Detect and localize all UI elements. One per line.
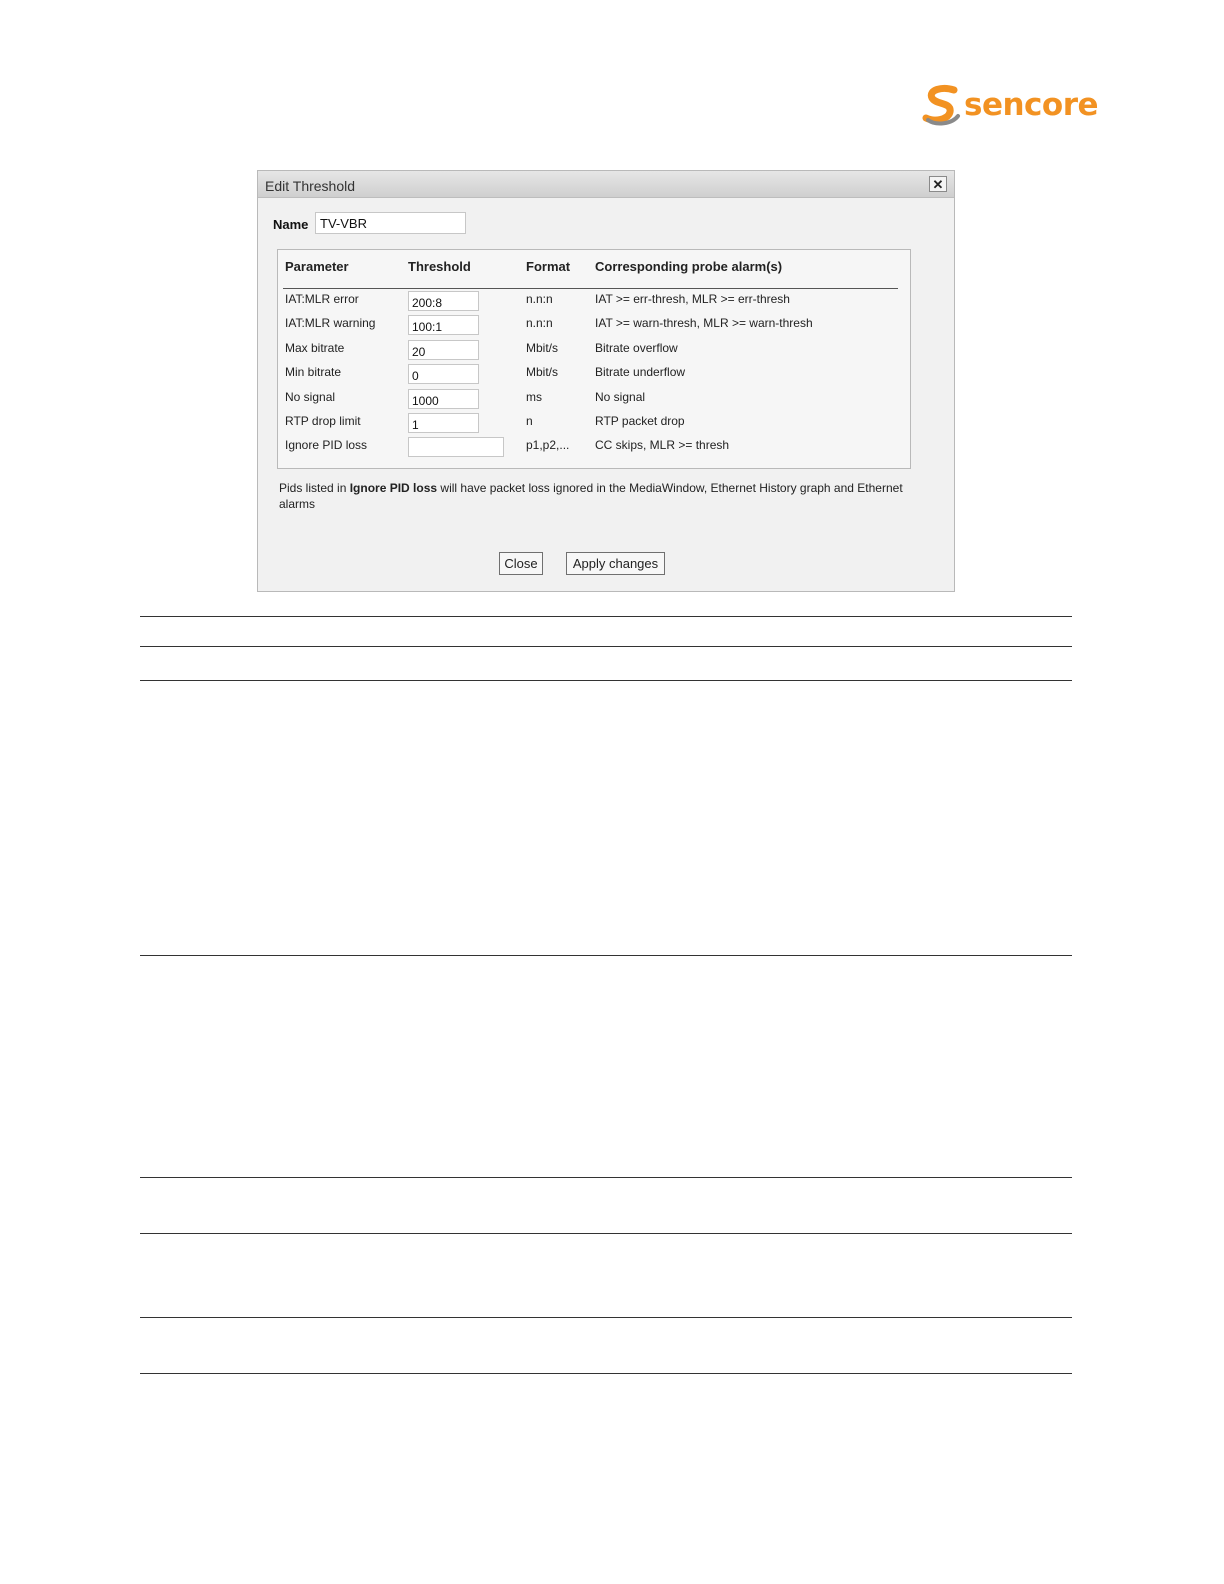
param-label: IAT:MLR warning [285,316,376,330]
close-button[interactable]: Close [499,552,543,575]
table-row [278,386,910,410]
table-rule [140,1177,1072,1178]
param-label: Ignore PID loss [285,438,368,452]
threshold-input[interactable] [408,315,479,335]
format-label: Mbit/s [526,365,559,379]
alarm-label: No signal [595,390,646,404]
table-row [278,434,910,458]
alarm-label: IAT >= err-thresh, MLR >= err-thresh [595,292,790,306]
threshold-table [277,249,911,469]
table-row [278,361,910,385]
alarm-label: RTP packet drop [595,414,685,428]
table-row [278,337,910,361]
threshold-input[interactable] [408,340,479,360]
format-label: n.n:n [526,292,553,306]
dialog-titlebar [258,171,954,198]
dialog-title: Edit Threshold [265,178,356,194]
table-rule [140,616,1072,617]
ignore-pid-note [279,480,919,512]
note-bold: Ignore PID loss [349,481,438,495]
header-alarms: Corresponding probe alarm(s) [595,259,783,274]
name-label: Name [273,217,309,232]
param-label: Max bitrate [285,341,345,355]
param-label: IAT:MLR error [285,292,359,306]
alarm-label: Bitrate overflow [595,341,678,355]
table-rule [140,680,1072,681]
logo-wordmark: sencore [964,87,1099,123]
note-suffix: will have packet loss ignored in the MediaWindow, Ethernet History graph and Ethernet alarms [279,481,903,511]
threshold-input[interactable] [408,291,479,311]
alarm-label: Bitrate underflow [595,365,686,379]
param-label: Min bitrate [285,365,342,379]
param-label: No signal [285,390,336,404]
ignore-pid-loss-input[interactable] [408,437,504,457]
edit-threshold-dialog [257,170,955,592]
sencore-mark-icon [922,84,962,126]
close-icon[interactable]: ✕ [929,176,947,192]
apply-changes-button[interactable]: Apply changes [566,552,665,575]
threshold-input[interactable] [408,364,479,384]
threshold-input[interactable] [408,389,479,409]
header-threshold: Threshold [408,259,471,274]
format-label: ms [526,390,542,404]
header-parameter: Parameter [285,259,349,274]
table-row [278,288,910,312]
threshold-input[interactable] [408,413,479,433]
alarm-label: CC skips, MLR >= thresh [595,438,730,452]
table-row [278,410,910,434]
table-row [278,312,910,336]
param-label: RTP drop limit [285,414,361,428]
table-rule [140,955,1072,956]
table-rule [140,1317,1072,1318]
format-label: Mbit/s [526,341,559,355]
format-label: n [526,414,533,428]
name-field[interactable] [315,212,466,234]
header-format: Format [526,259,571,274]
format-label: n.n:n [526,316,553,330]
sencore-logo [922,84,1099,128]
table-rule [140,1373,1072,1374]
format-label: p1,p2,... [526,438,570,452]
alarm-label: IAT >= warn-thresh, MLR >= warn-thresh [595,316,813,330]
table-rule [140,1233,1072,1234]
note-prefix: Pids listed in [279,481,350,495]
table-rule [140,646,1072,647]
